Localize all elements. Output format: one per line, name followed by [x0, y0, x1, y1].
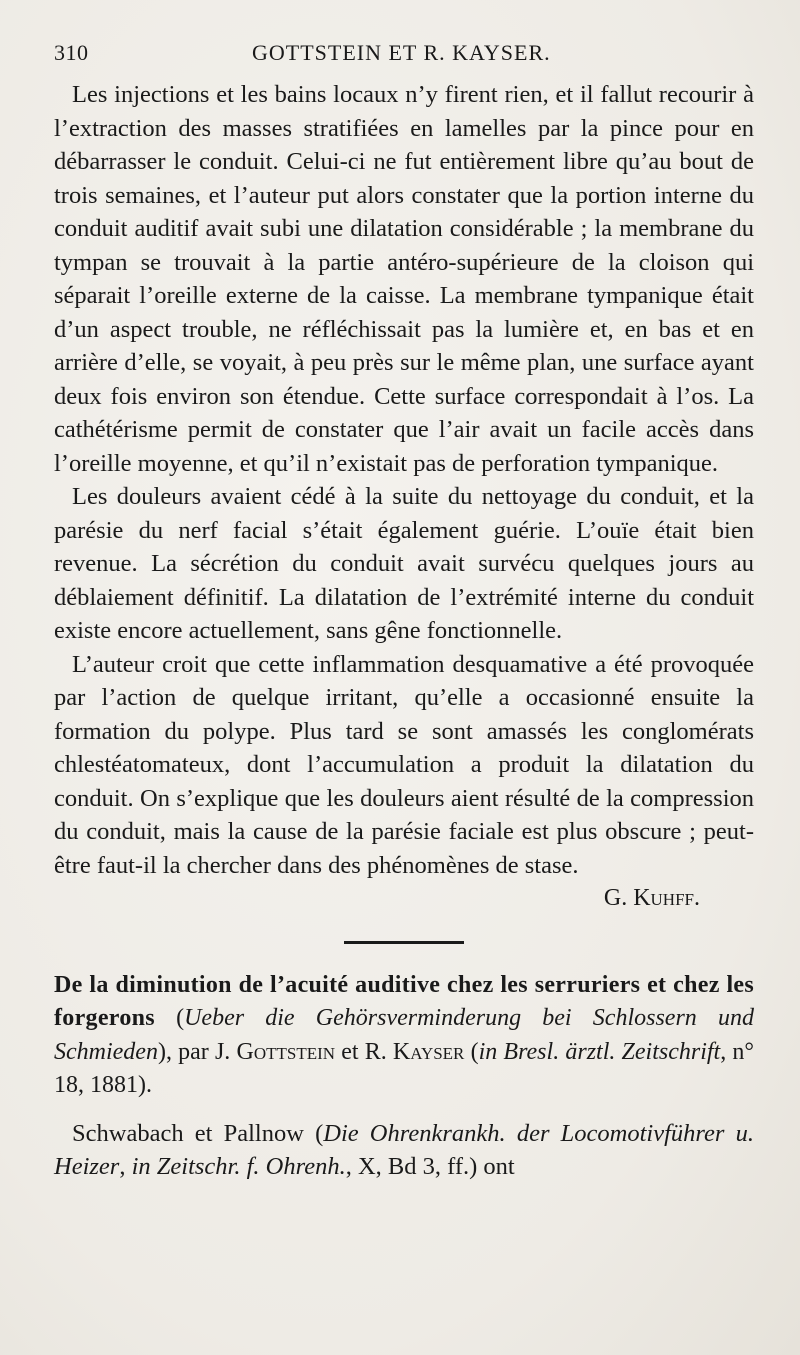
signature-initial: G. — [603, 885, 634, 911]
paragraph-1: Les injections et les bains locaux n’y firent rien, et il fallut recourir à l’extraction des masses stratifiées en lamelles par la pince pour en débarrasser le conduit. Celui-ci ne fut entièrement libre qu’au bout de trois semaines, et l’auteur put alors constater que la portion interne du conduit auditif avait subi une dilatation considérable ; la membrane du tympan se trouvait à la partie antéro-supérieure de la cloison qui séparait l’oreille externe de la caisse. La membrane tympanique était d’un aspect trouble, ne réfléchissait pas la lumière et, en bas et en arrière d’elle, se voyait, à peu près sur le même plan, une surface ayant deux fois environ son étendue. Cette surface correspondait à l’os. La cathétérisme permit de constater que l’air avait un facile accès dans l’oreille moyenne, et qu’il n’existait pas de perforation tympanique. — [54, 81, 754, 477]
article-source-open: ( — [464, 1038, 479, 1065]
signature-surname: Kuhff. — [633, 885, 700, 911]
article-by: ), par J. — [157, 1038, 237, 1065]
article-title: De la diminution de l’acuité auditive chez les serruriers et chez les forgerons — [54, 971, 754, 1031]
p4-mid: , — [119, 1153, 132, 1180]
article-open-paren: ( — [154, 1005, 185, 1031]
p4-end: , X, Bd 3, ff.) ont — [345, 1153, 515, 1180]
page-body — [54, 78, 754, 1184]
article-issue: , n° 18, 1881). — [54, 1038, 755, 1098]
paragraph-3: L’auteur croit que cette inflammation desquamative a été provoquée par l’action de quelque irritant, qu’elle a occasionné ensuite la formation du polype. Plus tard se sont amassés les conglomérats chlestéatomateux, dont l’accumulation a produit la dilatation du conduit. On s’explique que les douleurs aient résulté de la compression du conduit, mais la cause de la parésie faciale est plus obscure ; peut-être faut-il la chercher dans des phénomènes de stase. — [54, 650, 754, 879]
article-german-title: Ueber die Gehörsverminderung bei Schlossern und Schmieden — [54, 1005, 754, 1065]
running-head: GOTTSTEIN ET R. KAYSER. — [252, 40, 551, 65]
article-author-1: Gottstein — [236, 1038, 336, 1065]
article-and: et R. — [335, 1038, 393, 1065]
p4-italic-2: in Zeitschr. f. Ohrenh. — [131, 1153, 346, 1180]
p4-italic-1: Die Ohrenkrankh. der Locomotivführer u. Heizer — [54, 1119, 754, 1180]
article-source: in Bresl. ärztl. Zeitschrift — [478, 1038, 721, 1065]
article-heading — [54, 969, 754, 1103]
page-header — [54, 36, 754, 72]
section-divider — [344, 941, 464, 944]
spacer — [54, 1103, 754, 1117]
signature — [54, 882, 754, 916]
paragraph-4 — [54, 1117, 754, 1184]
article-author-2: Kayser — [392, 1038, 465, 1065]
p4-start: Schwabach et Pallnow ( — [72, 1119, 324, 1147]
paragraph-2: Les douleurs avaient cédé à la suite du nettoyage du conduit, et la parésie du nerf facial s’était également guérie. L’ouïe était bien revenue. La sécrétion du conduit avait survécu quelques jours au déblaiement définitif. La dilatation de l’extrémité interne du conduit existe encore actuellement, sans gêne fonctionnelle. — [54, 483, 754, 644]
page-number: 310 — [54, 40, 89, 65]
